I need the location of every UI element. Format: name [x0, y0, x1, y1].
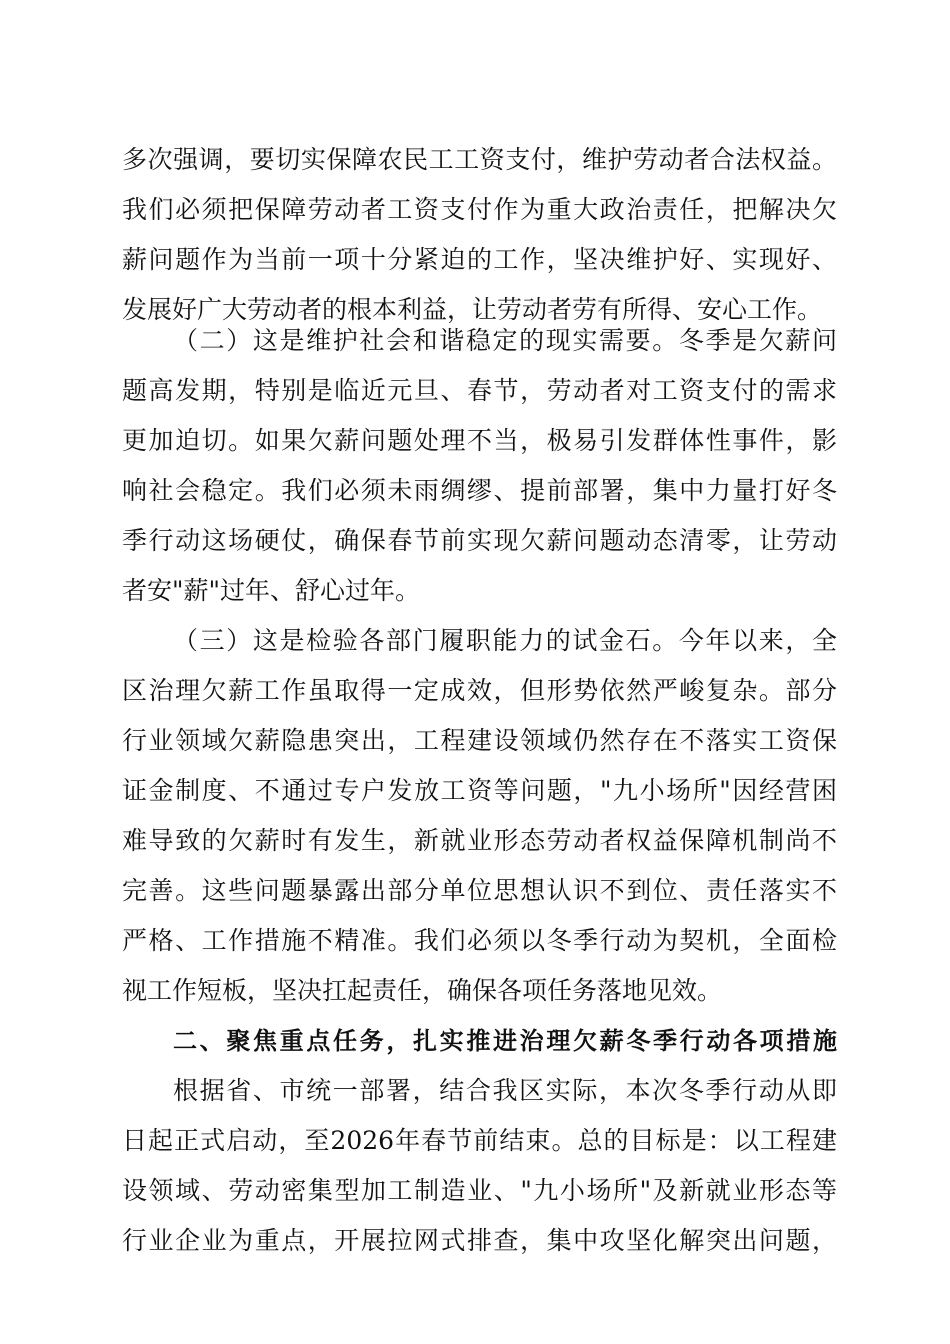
paragraph-line: 更加迫切。如果欠薪问题处理不当，极易引发群体性事件，影 — [122, 426, 837, 455]
paragraph-line: 完善。这些问题暴露出部分单位思想认识不到位、责任落实不 — [122, 876, 837, 905]
paragraph-line: 证金制度、不通过专户发放工资等问题，"九小场所"因经营困 — [122, 776, 837, 805]
paragraph-line: 行业企业为重点，开展拉网式排查，集中攻坚化解突出问题， — [122, 1226, 837, 1255]
paragraph-line: 薪问题作为当前一项十分紧迫的工作，坚决维护好、实现好、 — [122, 245, 837, 274]
paragraph-line: 区治理欠薪工作虽取得一定成效，但形势依然严峻复杂。部分 — [122, 676, 837, 705]
paragraph-line: 者安"薪"过年、舒心过年。 — [122, 576, 420, 605]
paragraph-line: 题高发期，特别是临近元旦、春节，劳动者对工资支付的需求 — [122, 376, 837, 405]
paragraph-line: 响社会稳定。我们必须未雨绸缪、提前部署，集中力量打好冬 — [122, 476, 837, 505]
paragraph-line: 季行动这场硬仗，确保春节前实现欠薪问题动态清零，让劳动 — [122, 526, 837, 555]
paragraph-line: 日起正式启动，至2026年春节前结束。总的目标是：以工程建 — [122, 1126, 837, 1155]
section-heading: 二、聚焦重点任务，扎实推进治理欠薪冬季行动各项措施 — [173, 1027, 837, 1055]
paragraph-line: 多次强调，要切实保障农民工工资支付，维护劳动者合法权益。 — [122, 145, 837, 174]
section-2-lead-line: （二）这是维护社会和谐稳定的现实需要。冬季是欠薪问 — [173, 326, 837, 355]
paragraph-line: 行业领域欠薪隐患突出，工程建设领域仍然存在不落实工资保 — [122, 726, 837, 755]
paragraph-line: 发展好广大劳动者的根本利益，让劳动者劳有所得、安心工作。 — [122, 295, 823, 324]
paragraph-lead-line: 根据省、市统一部署，结合我区实际，本次冬季行动从即 — [173, 1076, 837, 1105]
paragraph-line: 设领域、劳动密集型加工制造业、"九小场所"及新就业形态等 — [122, 1176, 837, 1205]
paragraph-line: 严格、工作措施不精准。我们必须以冬季行动为契机，全面检 — [122, 926, 837, 955]
paragraph-line: 我们必须把保障劳动者工资支付作为重大政治责任，把解决欠 — [122, 195, 837, 224]
paragraph-line: 难导致的欠薪时有发生，新就业形态劳动者权益保障机制尚不 — [122, 826, 837, 855]
section-3-lead-line: （三）这是检验各部门履职能力的试金石。今年以来，全 — [173, 626, 837, 655]
paragraph-line: 视工作短板，坚决扛起责任，确保各项任务落地见效。 — [122, 976, 723, 1005]
